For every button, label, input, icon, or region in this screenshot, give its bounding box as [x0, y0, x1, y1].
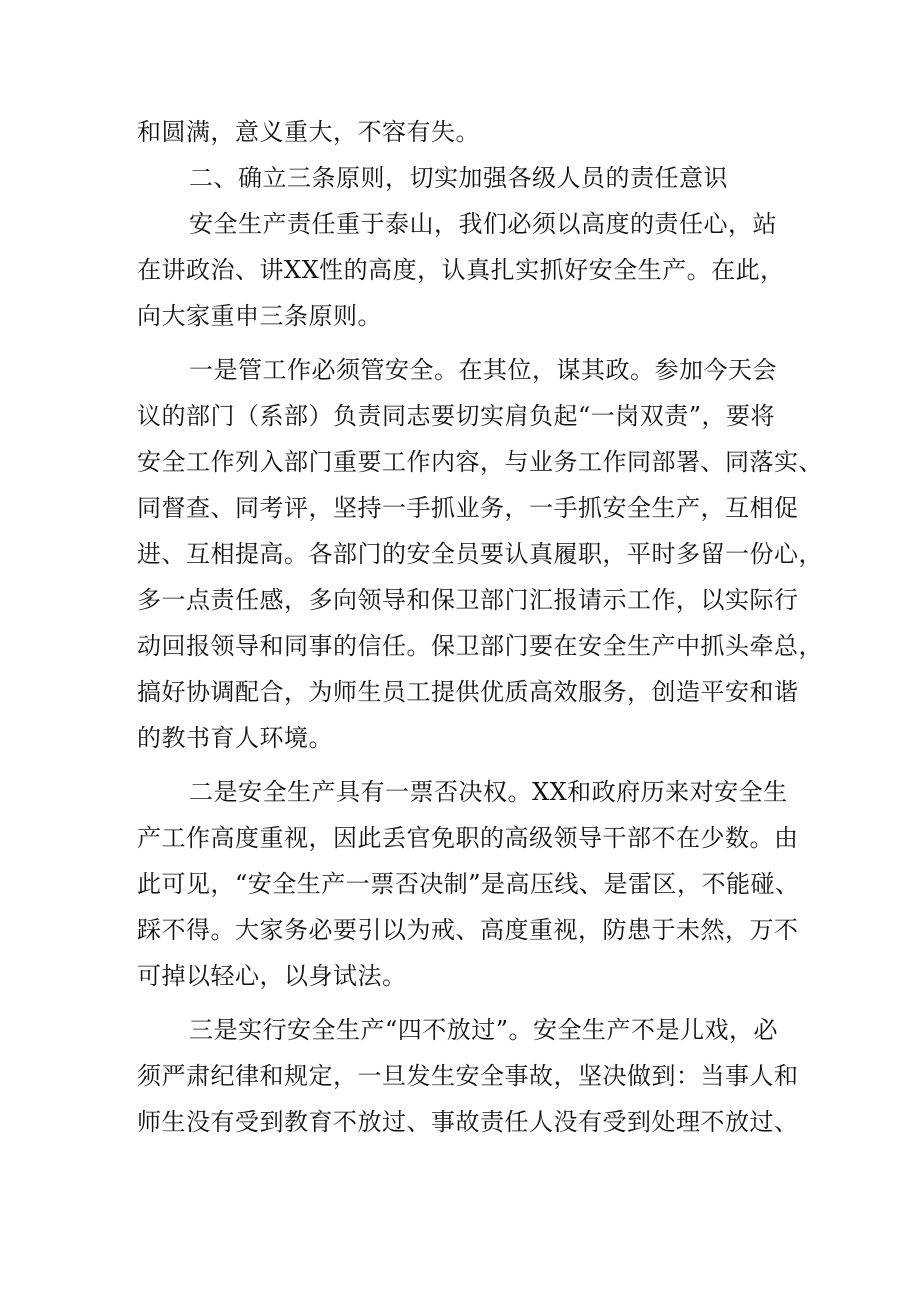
text-line: 向大家重申三条原则。 — [137, 302, 382, 330]
text-line: 一是管工作必须管安全。在其位，谋其政。参加今天会 — [189, 356, 777, 384]
section-heading: 二、确立三条原则，切实加强各级人员的责任意识 — [189, 164, 728, 192]
text-line: 二是安全生产具有一票否决权。XX和政府历来对安全生 — [189, 778, 788, 806]
text-line: 安全工作列入部门重要工作内容，与业务工作同部署、同落实、 — [137, 448, 823, 476]
text-line: 产工作高度重视，因此丢官免职的高级领导干部不在少数。由 — [137, 824, 799, 852]
text-line: 踩不得。大家务必要引以为戒、高度重视，防患于未然，万不 — [137, 916, 799, 944]
text-line: 安全生产责任重于泰山，我们必须以高度的责任心，站 — [189, 210, 777, 238]
document-body — [137, 112, 823, 1148]
text-line: 此可见，“安全生产一票否决制”是高压线、是雷区，不能碰、 — [137, 870, 800, 898]
text-line: 的教书育人环境。 — [137, 724, 333, 752]
text-line: 可掉以轻心，以身试法。 — [137, 962, 407, 990]
text-line: 在讲政治、讲XX性的高度，认真扎实抓好安全生产。在此， — [137, 256, 785, 284]
text-line: 动回报领导和同事的信任。保卫部门要在安全生产中抓头牵总， — [137, 632, 823, 660]
text-line: 进、互相提高。各部门的安全员要认真履职，平时多留一份心， — [137, 540, 823, 568]
text-line: 须严肃纪律和规定，一旦发生安全事故，坚决做到：当事人和 — [137, 1062, 799, 1090]
text-line: 三是实行安全生产“四不放过”。安全生产不是儿戏，必 — [189, 1016, 779, 1044]
text-line: 议的部门（系部）负责同志要切实肩负起“一岗双责”，要将 — [137, 402, 776, 430]
text-line: 师生没有受到教育不放过、事故责任人没有受到处理不放过、 — [137, 1108, 799, 1136]
text-line: 和圆满，意义重大，不容有失。 — [137, 118, 480, 146]
text-line: 搞好协调配合，为师生员工提供优质高效服务，创造平安和谐 — [137, 678, 799, 706]
text-line: 多一点责任感，多向领导和保卫部门汇报请示工作，以实际行 — [137, 586, 799, 614]
text-line: 同督查、同考评，坚持一手抓业务，一手抓安全生产，互相促 — [137, 494, 799, 522]
